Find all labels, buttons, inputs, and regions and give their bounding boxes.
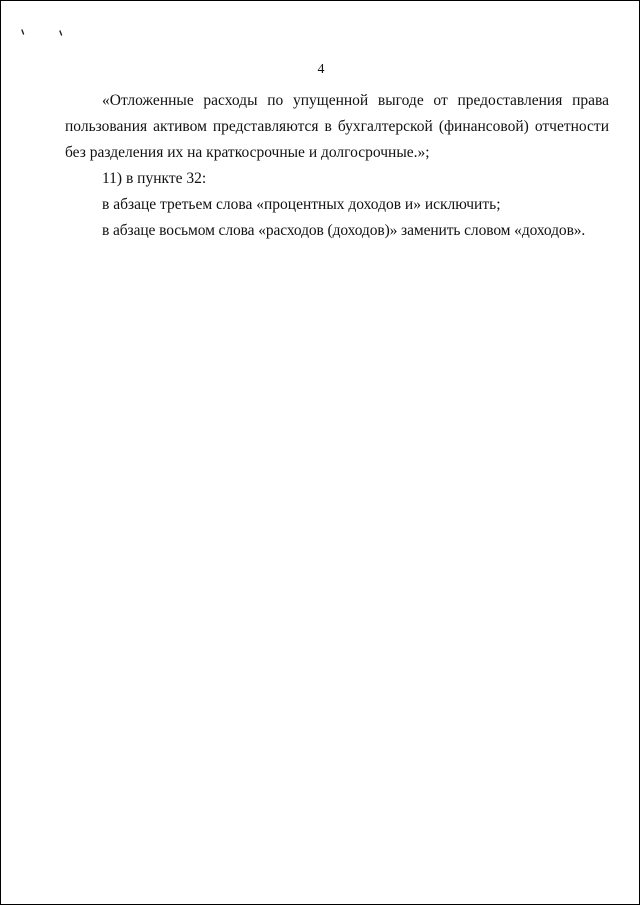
page-number: 4 bbox=[317, 62, 325, 77]
scan-mark-right bbox=[60, 31, 62, 35]
paragraph-third-abzac: в абзаце третьем слова «процентных доходов и» исключить; bbox=[102, 196, 501, 213]
paragraph-eighth-abzac: в абзаце восьмом слова «расходов (доходов)» заменить словом «доходов». bbox=[102, 222, 586, 239]
document-body bbox=[65, 88, 609, 244]
scan-artifact-marks bbox=[19, 27, 79, 39]
paragraph-item-11: 11) в пункте 32: bbox=[102, 170, 207, 187]
paragraph-deferred-expenses: «Отложенные расходы по упущенной выгоде от предоставления права пользования активом представляются в бухгалтерской (финансовой) отчетности без разделения их на краткосрочные и долгосрочные.»; bbox=[65, 92, 609, 161]
scan-mark-left bbox=[22, 30, 24, 34]
